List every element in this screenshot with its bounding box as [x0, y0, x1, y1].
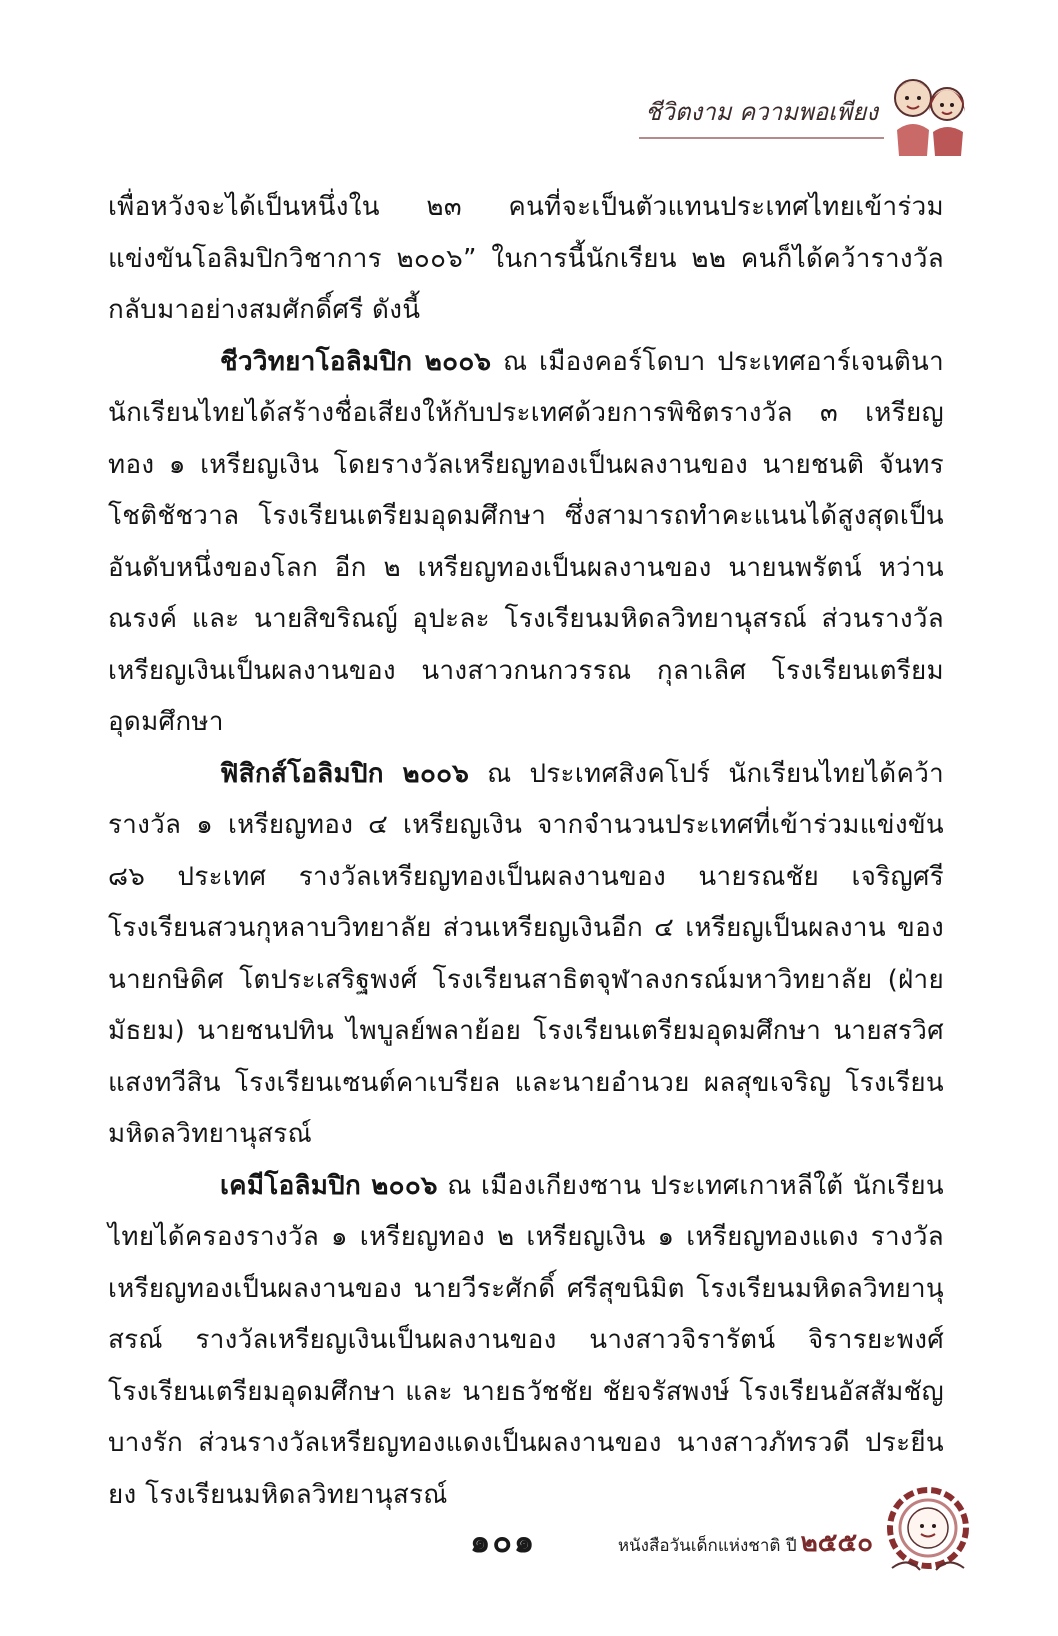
biology-olympiad-paragraph	[108, 337, 944, 749]
footer-book-title	[618, 1522, 873, 1563]
footer-book-label: หนังสือวันเด็กแห่งชาติ ปี	[617, 1536, 797, 1556]
intro-paragraph: เพื่อหวังจะได้เป็นหนึ่งใน ๒๓ คนที่จะเป็นตัวแทนประเทศไทยเข้าร่วมแข่งขันโอลิมปิกวิชาการ ๒๐๐๖” ในการนี้นักเรียน ๒๒ คนก็ได้คว้ารางวัลกลับมาอย่างสมศักดิ์ศรี ดังนี้	[108, 192, 944, 325]
chemistry-olympiad-paragraph	[108, 1161, 944, 1522]
physics-olympiad-heading: ฟิสิกส์โอลิมปิก ๒๐๐๖	[220, 758, 470, 789]
chemistry-olympiad-heading: เคมีโอลิมปิก ๒๐๐๖	[220, 1170, 438, 1201]
physics-olympiad-text: ณ ประเทศสิงคโปร์ นักเรียนไทยได้คว้ารางวัล ๑ เหรียญทอง ๔ เหรียญเงิน จากจำนวนประเทศที่เข้าร่วมแข่งขัน ๘๖ ประเทศ รางวัลเหรียญทองเป็นผลงานของ นายรณชัย เจริญศรี โรงเรียนสวนกุหลาบวิทยาลัย ส่วนเหรียญเงินอีก ๔ เหรียญเป็นผลงาน ของนายกษิดิศ โตประเสริฐพงศ์ โรงเรียนสาธิตจุฬาลงกรณ์มหาวิทยาลัย (ฝ่ายมัธยม) นายชนปทิน ไพบูลย์พลาย้อย โรงเรียนเตรียมอุดมศึกษา นายสรวิศ แสงทวีสิน โรงเรียนเซนต์คาเบรียล และนายอำนวย ผลสุขเจริญ โรงเรียนมหิดลวิทยานุสรณ์	[108, 758, 944, 1149]
page-content	[108, 182, 944, 1521]
physics-olympiad-paragraph	[108, 749, 944, 1161]
page-number: ๑๐๑	[470, 1522, 537, 1560]
running-header-title: ชีวิตงาม ความพอเพียง	[645, 92, 878, 131]
biology-olympiad-heading: ชีววิทยาโอลิมปิก ๒๐๐๖	[220, 346, 492, 377]
children-mascot-icon	[883, 70, 978, 160]
footer-year: ๒๕๕๐	[800, 1528, 873, 1558]
chemistry-olympiad-text: ณ เมืองเกียงซาน ประเทศเกาหลีใต้ นักเรียนไทยได้ครองรางวัล ๑ เหรียญทอง ๒ เหรียญเงิน ๑ เหรียญทองแดง รางวัลเหรียญทองเป็นผลงานของ นายวีระศักดิ์ ศรีสุขนิมิต โรงเรียนมหิดลวิทยานุสรณ์ รางวัลเหรียญเงินเป็นผลงานของ นางสาวจิรารัตน์ จิรารยะพงศ์ โรงเรียนเตรียมอุดมศึกษา และ นายธวัชชัย ชัยจรัสพงษ์ โรงเรียนอัสสัมชัญบางรัก ส่วนรางวัลเหรียญทองแดงเป็นผลงานของ นางสาวภัทรวดี ประยีนยง โรงเรียนมหิดลวิทยานุสรณ์	[108, 1170, 944, 1510]
running-header	[568, 70, 988, 160]
biology-olympiad-text: ณ เมืองคอร์โดบา ประเทศอาร์เจนตินา นักเรียนไทยได้สร้างชื่อเสียงให้กับประเทศด้วยการพิชิตรางวัล ๓ เหรียญทอง ๑ เหรียญเงิน โดยรางวัลเหรียญทองเป็นผลงานของ นายชนติ จันทรโชติชัชวาล โรงเรียนเตรียมอุดมศึกษา ซึ่งสามารถทำคะแนนได้สูงสุดเป็นอันดับหนึ่งของโลก อีก ๒ เหรียญทองเป็นผลงานของ นายนพรัตน์ หว่านณรงค์ และ นายสิขริณญ์ อุปะละ โรงเรียนมหิดลวิทยานุสรณ์ ส่วนรางวัลเหรียญเงินเป็นผลงานของ นางสาวกนกวรรณ กุลาเลิศ โรงเรียนเตรียมอุดมศึกษา	[108, 346, 944, 737]
wreath-emblem-icon	[878, 1480, 978, 1580]
page-footer	[0, 1476, 1058, 1586]
